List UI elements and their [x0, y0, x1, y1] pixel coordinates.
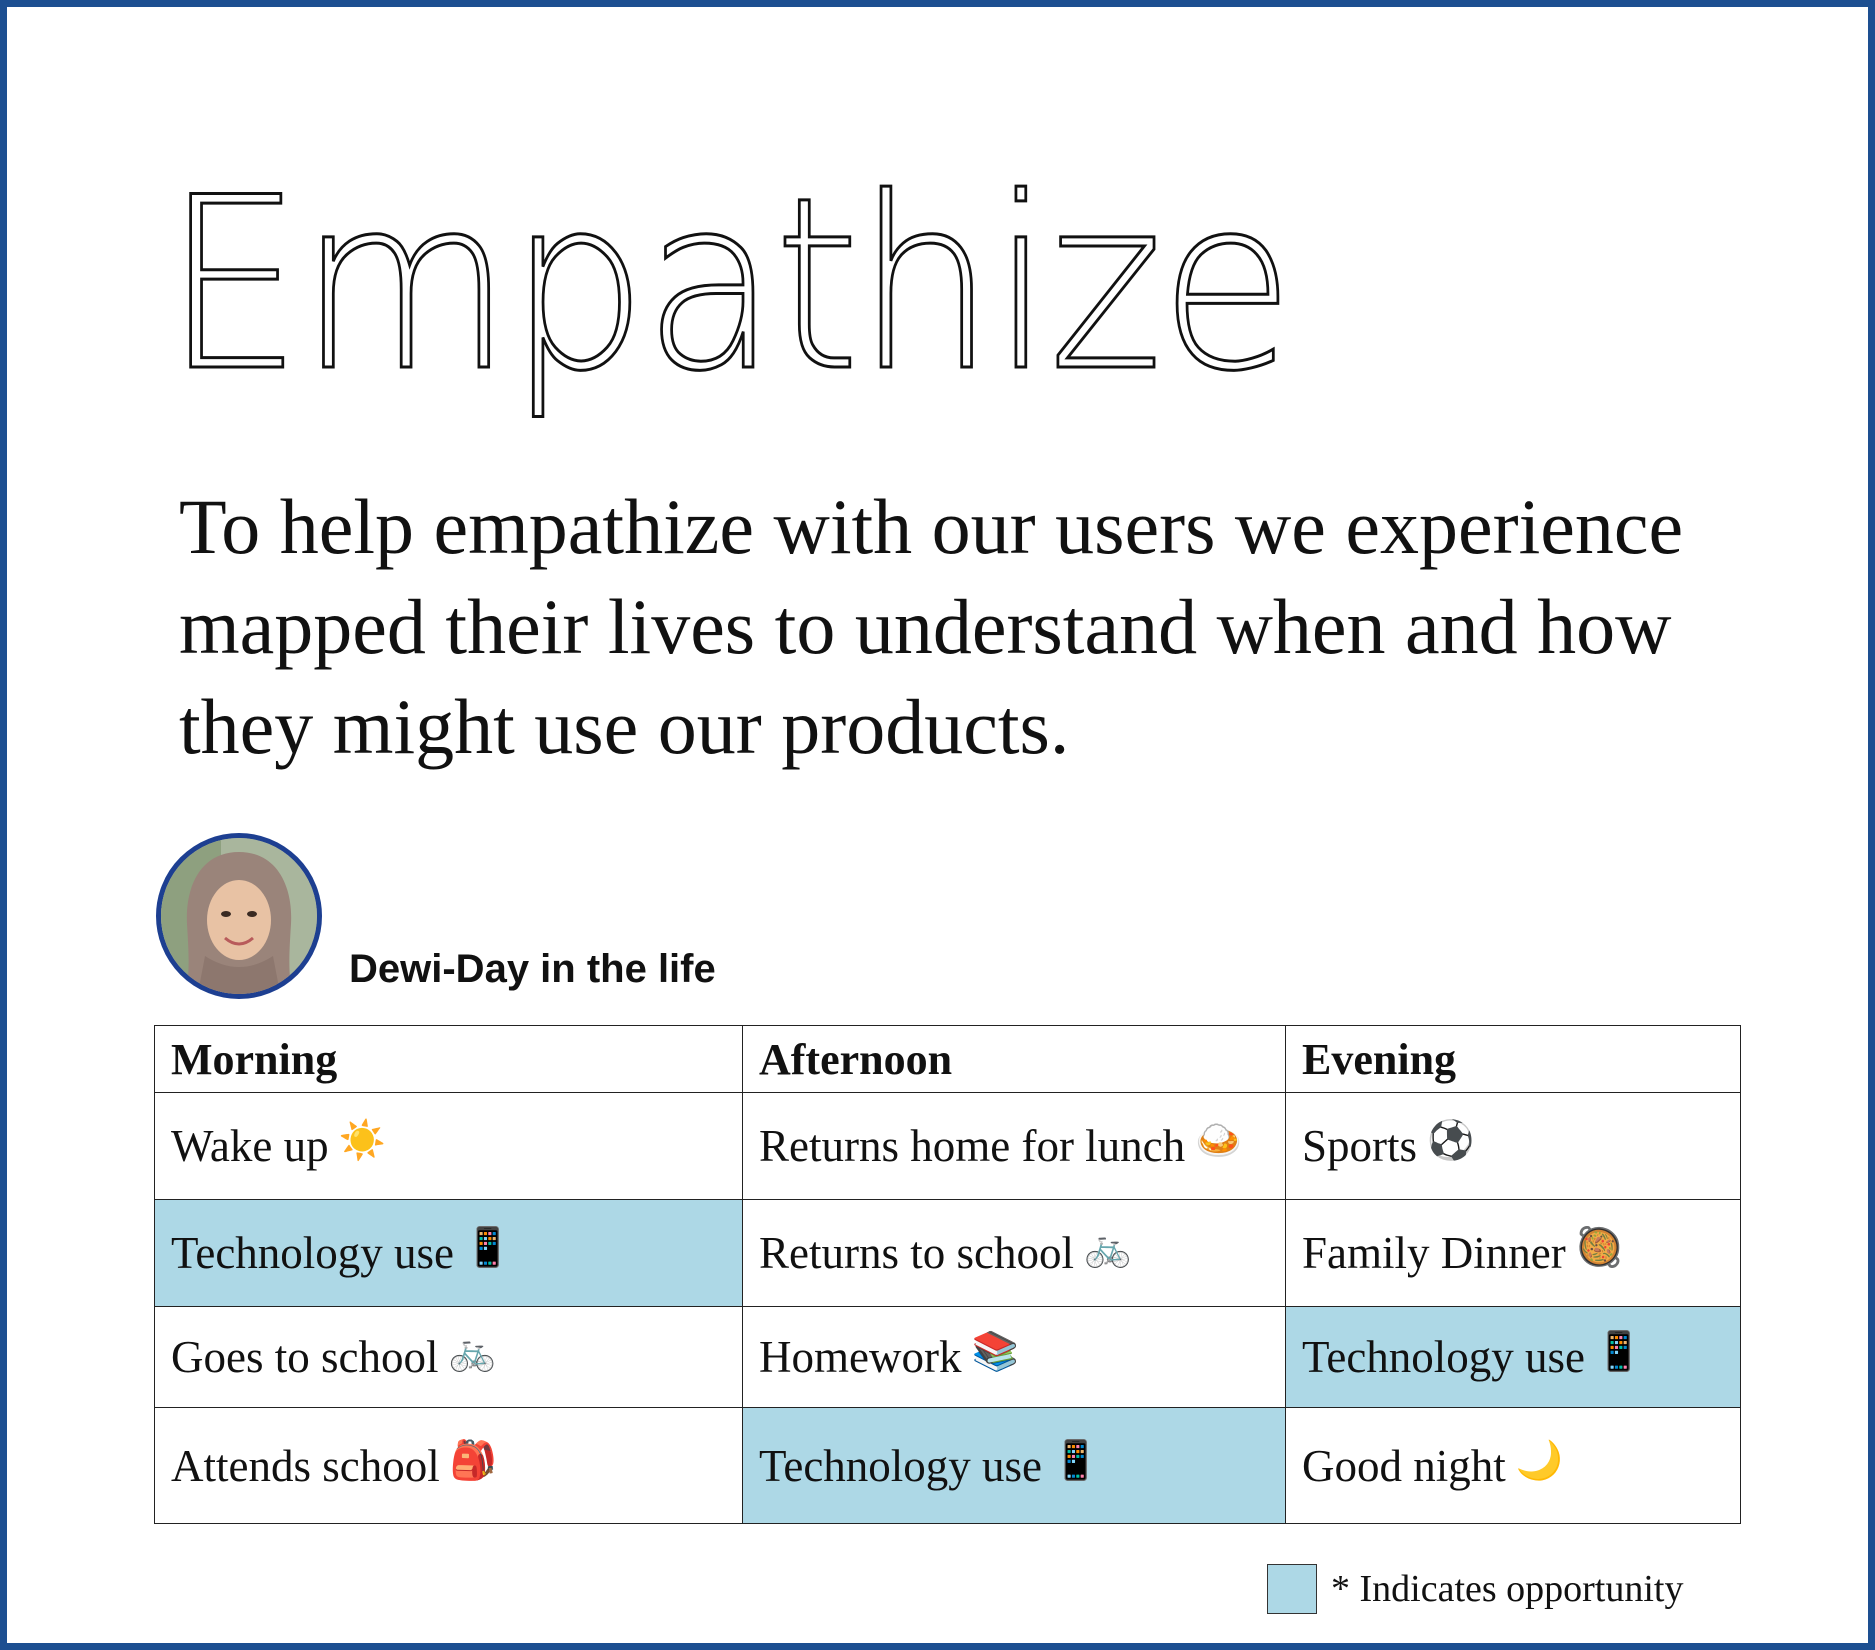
- persona-label: Dewi-Day in the life: [349, 947, 716, 991]
- mobile-phone-icon: 📱: [1595, 1329, 1643, 1373]
- activity-label: Returns to school: [759, 1228, 1074, 1278]
- activity-label: Returns home for lunch: [759, 1121, 1186, 1171]
- intro-paragraph: To help empathize with our users we experience mapped their lives to understand when and how they might use our products.: [179, 483, 1684, 770]
- opportunity-swatch: [1267, 1564, 1317, 1614]
- table-cell: [743, 1307, 1286, 1408]
- table-cell: [743, 1408, 1286, 1524]
- table-header-row: [155, 1026, 1741, 1093]
- table-row: [155, 1408, 1741, 1524]
- table-cell: [743, 1200, 1286, 1307]
- legend-text: * Indicates opportunity: [1331, 1568, 1684, 1610]
- soccer-ball-icon: ⚽: [1427, 1118, 1475, 1162]
- persona-photo-icon: [161, 838, 317, 994]
- table-cell: [1286, 1093, 1741, 1200]
- column-header-evening: Evening: [1286, 1026, 1741, 1093]
- table-row: [155, 1307, 1741, 1408]
- activity-label: Sports: [1302, 1121, 1418, 1171]
- day-in-life-table: [154, 1025, 1741, 1524]
- mobile-phone-icon: 📱: [1052, 1437, 1100, 1482]
- table-row: [155, 1093, 1741, 1200]
- paella-pan-icon: 🥘: [1575, 1225, 1624, 1269]
- activity-label: Technology use: [1302, 1332, 1586, 1382]
- activity-label: Technology use: [171, 1228, 455, 1278]
- curry-rice-icon: 🍛: [1195, 1118, 1243, 1162]
- activity-label: Attends school: [171, 1440, 440, 1491]
- table-cell: [155, 1408, 743, 1524]
- table-cell: [743, 1093, 1286, 1200]
- table-cell: [155, 1093, 743, 1200]
- bicycle-icon: 🚲: [448, 1329, 496, 1373]
- crescent-moon-icon: 🌙: [1515, 1437, 1564, 1482]
- table-cell: [1286, 1307, 1741, 1408]
- activity-label: Good night: [1302, 1440, 1506, 1491]
- table-cell: [155, 1307, 743, 1408]
- activity-label: Homework: [759, 1332, 962, 1382]
- books-icon: 📚: [971, 1329, 1019, 1373]
- persona-avatar: [156, 833, 322, 999]
- bicycle-icon: 🚲: [1083, 1225, 1132, 1269]
- activity-label: Technology use: [759, 1440, 1043, 1491]
- backpack-icon: 🎒: [449, 1437, 498, 1482]
- column-header-morning: Morning: [155, 1026, 743, 1093]
- activity-label: Family Dinner: [1302, 1228, 1566, 1278]
- table-cell: [1286, 1200, 1741, 1307]
- activity-label: Wake up: [171, 1121, 329, 1171]
- sun-icon: ☀️: [338, 1118, 386, 1162]
- table-cell: [1286, 1408, 1741, 1524]
- column-header-afternoon: Afternoon: [743, 1026, 1286, 1093]
- activity-label: Goes to school: [171, 1332, 439, 1382]
- mobile-phone-icon: 📱: [464, 1225, 512, 1269]
- table-row: [155, 1200, 1741, 1307]
- legend: [1267, 1564, 1683, 1614]
- table-cell: [155, 1200, 743, 1307]
- page-title: Empathize: [164, 147, 1291, 424]
